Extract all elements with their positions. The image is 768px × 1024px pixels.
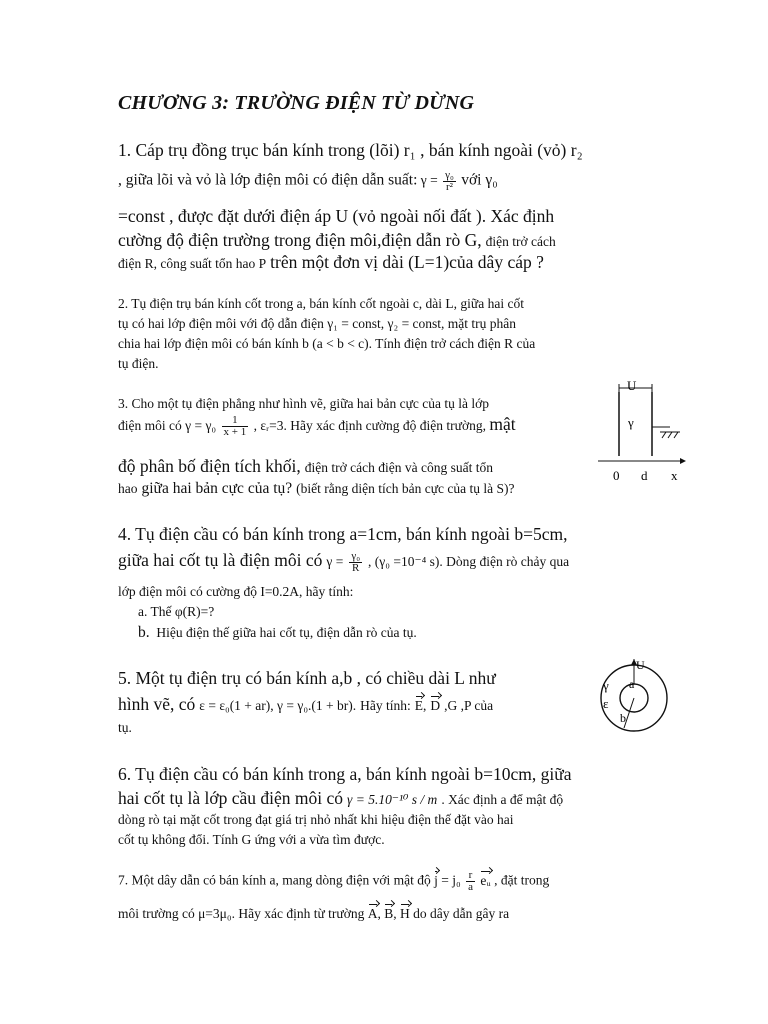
gamma-fraction: $\frac{\text{γ₀}}{\text{r²}}$ xyxy=(445,169,454,193)
plate-capacitor-figure xyxy=(594,380,694,490)
vector-ez: eᵤ xyxy=(480,872,491,888)
problem-7-line-1: 7. Một dây dẫn có bán kính a, mang dòng điện với mật độ j = j₀ $\frac{r}{a}$ eᵤ , đặt trong xyxy=(118,869,550,893)
fig3-u-label: U xyxy=(627,380,637,393)
vector-h: H xyxy=(400,906,410,921)
fig5-b-label: b xyxy=(620,711,626,725)
chapter-title: CHƯƠNG 3: TRƯỜNG ĐIỆN TỪ DỪNG xyxy=(118,92,475,114)
problem-4-item-b: b. Hiệu điện thế giữa hai cốt tụ, điện dẫn rò của tụ. xyxy=(138,624,417,641)
problem-4-item-a: a. Thế φ(R)=? xyxy=(138,604,215,619)
fig5-a-label: a xyxy=(629,677,635,691)
vector-b: B xyxy=(384,906,394,921)
problem-1-line-5: điện R, công suất tổn hao P trên một đơn vị dài (L=1)của dây cáp ? xyxy=(118,252,544,272)
document-page: CHƯƠNG 3: TRƯỜNG ĐIỆN TỪ DỪNG 1. Cáp trụ đồng trục bán kính trong (lõi) r₁ , bán kính ngoài (vỏ) r₂ , giữa lõi và vỏ là lớp điện môi có điện dẫn suất: γ = $\frac{\text{γ₀}}{\text{r²}}$ với γ₀ =const , được đặt dưới điện áp U (vỏ ngoài nối đất ). Xác định cường độ điện trường trong điện môi,điện dẫn rò G, điện trở cách điện R, công suất tổn hao P trên một đơn vị dài (L=1)của dây cáp ? 2. Tụ điện trụ bán kính cốt trong a, bán kính cốt ngoài c, dài L, giữa hai cốt tụ có hai lớp điện môi với độ dẫn điện γ₁ = const, γ₂ = const, mặt trụ phân chia hai lớp điện môi có bán kính b (a < b < c). Tính điện trở cách điện R của tụ điện. 3. Cho một tụ điện phẳng như hình vẽ, giữa hai bản cực của tụ là lớp điện môi có γ = γ₀ $\frac{1}{x + 1}$ , εᵣ=3. Hãy xác định cường độ điện trường, mật độ phân bố điện tích khối, điện trở cách điện và công suất tổn hao giữa hai bản cực của tụ? (biết rằng diện tích bản cực của tụ là S)? U γ 0 d x 4. Tụ điện cầu có bán kính trong a=1cm, bán kính ngoài b=5cm, giữa hai cốt tụ là điện môi có γ = $\frac{\text{γ₀}}{R}$ , (γ₀ =10⁻⁴ s). Dòng điện rò chảy qua lớp điện môi có cường độ I=0.2A, hãy tính: a. Thế φ(R)=? b. Hiệu điện thế giữa hai cốt tụ, điện dẫn rò của tụ. 5. Một tụ điện trụ có bán kính a,b , có chiều dài L như hình vẽ, có ε = ε₀(1 + ar), γ = γ₀.(1 + br). Hãy tính: E, D ,G ,P của tụ. U a γ ε b 6. Tụ điện cầu có bán kính trong a, bán kính ngoài b=10cm, giữa hai cốt tụ là lớp cầu điện môi có γ = 5.10⁻¹⁰ s / m . Xác định a để mật độ dòng rò tại mặt cốt trong đạt giá trị nhỏ nhất khi hiệu điện thế đặt vào hai cốt tụ không đổi. Tính G ứng với a vừa tìm được. 7. Một dây dẫn có bán kính a, mang dòng điện với mật độ j = j₀ $\frac{r}{a}$ eᵤ , đặt trong môi trường có μ=3μ₀. Hãy xác định từ trường A, B, H do dây dẫn gây ra xyxy=(0,0,768,1024)
problem-4-line-2: giữa hai cốt tụ là điện môi có γ = $\frac{\text{γ₀}}{R}$ , (γ₀ =10⁻⁴ s). Dòng điện rò chảy qua xyxy=(118,549,570,574)
fig5-eps-label: ε xyxy=(603,696,609,711)
vector-d: D xyxy=(430,698,441,713)
r-over-a-fraction: $\frac{r}{a}$ xyxy=(468,869,473,893)
fig3-gamma-label: γ xyxy=(628,415,634,430)
problem-1-line-1: 1. Cáp trụ đồng trục bán kính trong (lõi) r₁ , bán kính ngoài (vỏ) r₂ xyxy=(118,140,583,160)
gamma-fraction: $\frac{\text{γ₀}}{R}$ xyxy=(351,549,361,574)
problem-1-line-3: =const , được đặt dưới điện áp U (vỏ ngoài nối đất ). Xác định xyxy=(118,206,555,226)
fig5-gamma-label: γ xyxy=(603,678,609,693)
problem-7-line-2: môi trường có μ=3μ₀. Hãy xác định từ trường A, B, H do dây dẫn gây ra xyxy=(118,906,510,921)
problem-1-line-4: cường độ điện trường trong điện môi,điện dẫn rò G, điện trở cách xyxy=(118,230,556,250)
problem-3-line-2: điện môi có γ = γ₀ $\frac{1}{x + 1}$ , εᵣ=3. Hãy xác định cường độ điện trường, mật xyxy=(118,414,516,439)
problem-6-line-2: hai cốt tụ là lớp cầu điện môi có γ = 5.10⁻¹⁰ s / m . Xác định a để mật độ xyxy=(118,788,564,808)
problem-5-line-2: hình vẽ, có ε = ε₀(1 + ar), γ = γ₀.(1 + br). Hãy tính: E, D ,G ,P của xyxy=(118,694,494,714)
vector-j: j xyxy=(434,872,438,888)
cylinder-capacitor-figure xyxy=(596,656,672,736)
fig3-d-label: d xyxy=(641,468,648,483)
vector-e: E xyxy=(414,698,424,713)
fig3-zero-label: 0 xyxy=(613,468,620,483)
problem-1-line-2: , giữa lõi và vỏ là lớp điện môi có điện dẫn suất: γ = $\frac{\text{γ₀}}{\text{r²}}$ với γ₀ xyxy=(118,169,498,193)
vector-a: A xyxy=(367,906,378,921)
gamma-fraction: $\frac{1}{x + 1}$ xyxy=(223,414,247,439)
fig5-u-label: U xyxy=(636,658,645,672)
fig3-x-label: x xyxy=(671,468,678,483)
